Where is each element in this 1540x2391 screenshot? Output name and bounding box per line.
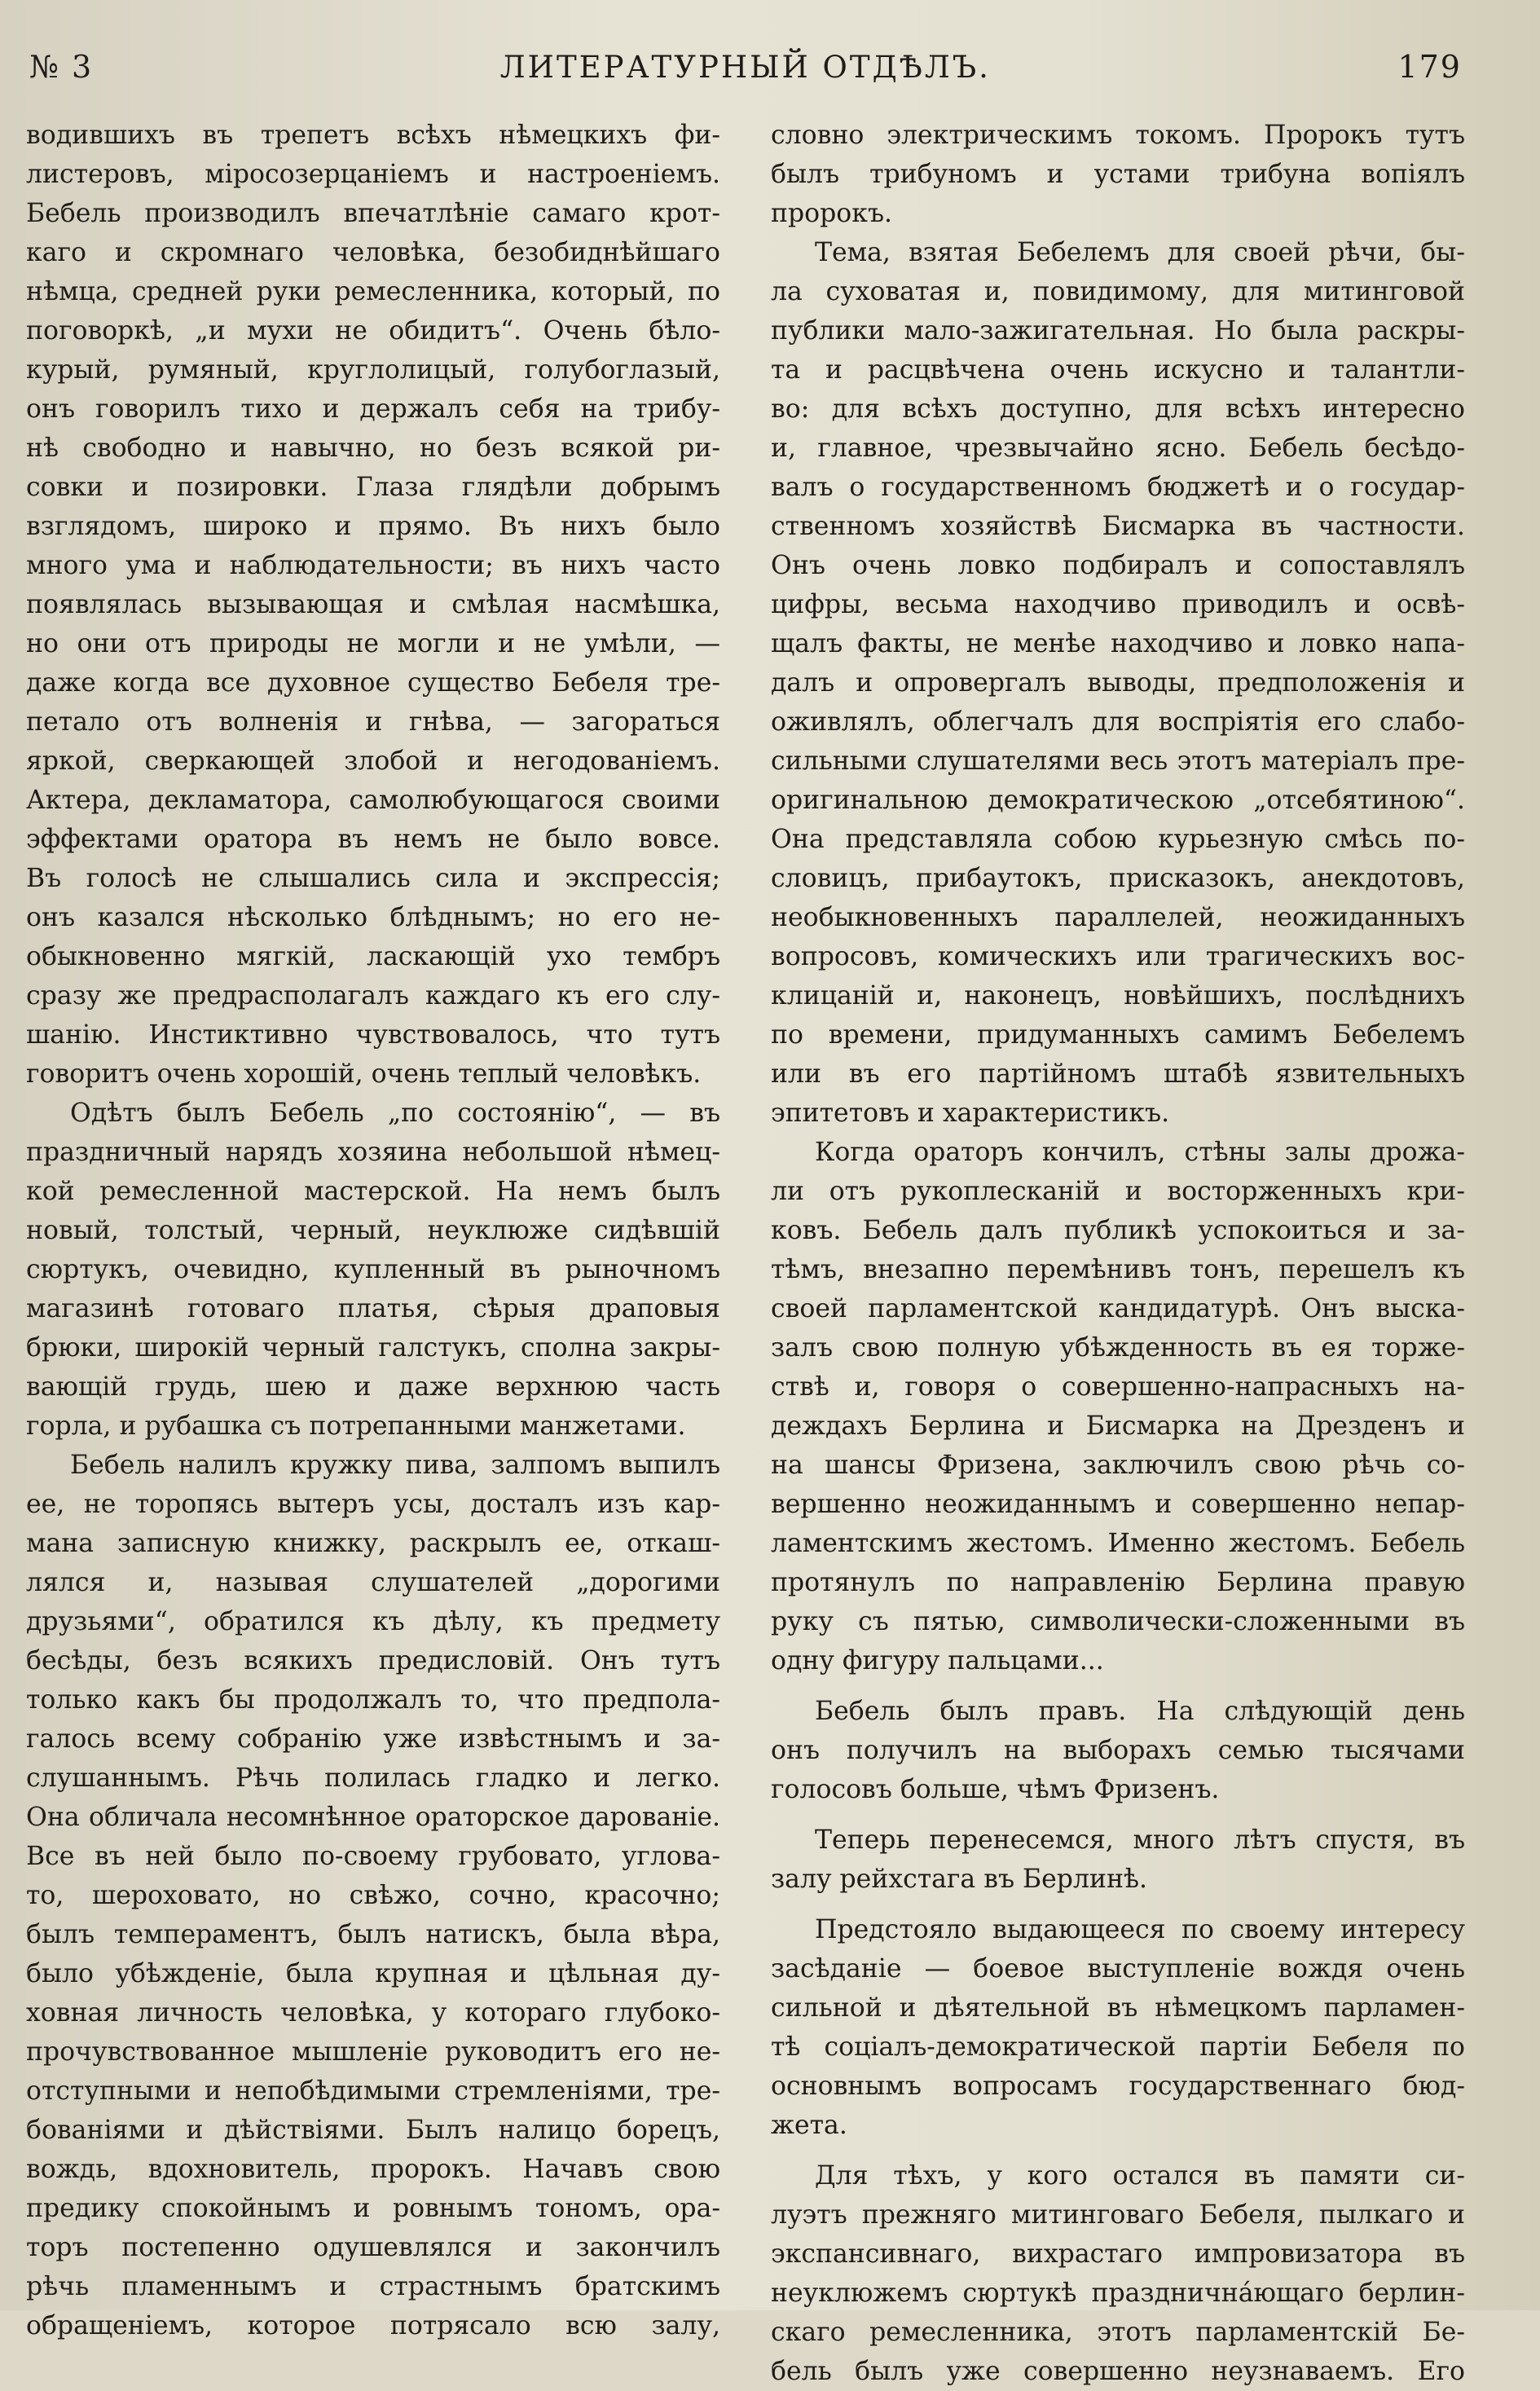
text-line: на шансы Фризена, заключилъ свою рѣчь со- — [771, 1451, 1465, 1480]
text-line: каго и скромнаго человѣка, безобиднѣйшаго — [26, 238, 720, 267]
text-line: отступными и непобѣдимыми стремленіями, тре- — [26, 2076, 720, 2106]
text-line: необыкновенныхъ параллелей, неожиданныхъ — [771, 903, 1465, 932]
text-line: вождь, вдохновитель, пророкъ. Начавъ свою — [26, 2155, 720, 2184]
text-line: Она обличала несомнѣнное ораторское дарованіе. — [26, 1803, 720, 1832]
text-line: брюки, широкій черный галстукъ, сполна закры- — [26, 1333, 720, 1363]
text-line: сильными слушателями весь этотъ матеріалъ пре- — [771, 746, 1465, 776]
text-line: только какъ бы продолжалъ то, что предпола- — [26, 1685, 720, 1715]
text-line: залу рейхстага въ Берлинѣ. — [771, 1865, 1147, 1894]
text-line: нѣ свободно и навычно, но безъ всякой ри- — [26, 434, 720, 463]
text-line: шанію. Инстиктивно чувствовалось, что тутъ — [26, 1020, 720, 1050]
text-line: бованіями и дѣйствіями. Былъ налицо борецъ, — [26, 2116, 720, 2145]
text-line: ственномъ хозяйствѣ Бисмарка въ частности. — [771, 512, 1465, 541]
text-line: неуклюжемъ сюртукѣ празднична́ющаго берлин- — [771, 2279, 1465, 2308]
text-line: по времени, придуманныхъ самимъ Бебелемъ — [771, 1020, 1465, 1050]
text-line: появлялась вызывающая и смѣлая насмѣшка, — [26, 590, 720, 619]
text-line: праздничный нарядъ хозяина небольшой нѣмец- — [26, 1138, 720, 1167]
text-line: во: для всѣхъ доступно, для всѣхъ интересно — [771, 394, 1465, 424]
text-line: протянулъ по направленію Берлина правую — [771, 1568, 1465, 1597]
text-line: курый, румяный, круглолицый, голубоглазый, — [26, 355, 720, 385]
text-line: ховная личность человѣка, у котораго глубоко- — [26, 1998, 720, 2028]
text-line: пророкъ. — [771, 199, 892, 228]
text-line: Когда ораторъ кончилъ, стѣны залы дрожа- — [815, 1138, 1465, 1167]
text-line: лялся и, называя слушателей „дорогими — [26, 1568, 720, 1597]
issue-number: № 3 — [29, 49, 94, 85]
text-line: Бебель былъ правъ. На слѣдующій день — [815, 1697, 1465, 1726]
text-line: горла, и рубашка съ потрепанными манжетами. — [26, 1411, 686, 1441]
text-line: щалъ факты, не менѣе находчиво и ловко напа- — [771, 629, 1465, 658]
text-line: Актера, декламатора, самолюбующагося своими — [26, 786, 720, 815]
section-title: ЛИТЕРАТУРНЫЙ ОТДѢЛЪ. — [499, 50, 991, 85]
text-line: эпитетовъ и характеристикъ. — [771, 1099, 1170, 1128]
text-line: ее, не торопясь вытеръ усы, досталъ изъ кар- — [26, 1490, 720, 1519]
text-line: вершенно неожиданнымъ и совершенно непар- — [771, 1490, 1465, 1519]
text-line: но они отъ природы не могли и не умѣли, — — [26, 629, 720, 658]
text-line: тѣ соціалъ-демократической партіи Бебеля по — [771, 2032, 1465, 2062]
text-line: жета. — [771, 2111, 847, 2140]
text-line: взглядомъ, широко и прямо. Въ нихъ было — [26, 512, 720, 541]
text-line: было убѣжденіе, была крупная и цѣльная ду- — [26, 1959, 720, 1988]
text-line: поговоркѣ, „и мухи не обидитъ“. Очень бѣло- — [26, 316, 720, 346]
text-line: своей парламентской кандидатурѣ. Онъ выска- — [771, 1294, 1465, 1323]
text-line: словно электрическимъ токомъ. Пророкъ тутъ — [771, 121, 1465, 150]
text-line: голосовъ больше, чѣмъ Фризенъ. — [771, 1775, 1220, 1804]
text-line: Теперь перенесемся, много лѣтъ спустя, въ — [815, 1825, 1465, 1855]
text-line: ствѣ и, говоря о совершенно-напрасныхъ на- — [771, 1372, 1465, 1402]
text-line: яркой, сверкающей злобой и негодованіемъ. — [26, 746, 720, 776]
text-line: Бебель налилъ кружку пива, залпомъ выпилъ — [70, 1451, 720, 1480]
text-line: публики мало-зажигательная. Но была раскры- — [771, 316, 1465, 346]
text-line: сразу же предрасполагалъ каждаго къ его слу- — [26, 981, 720, 1011]
text-line: деждахъ Берлина и Бисмарка на Дрезденъ и — [771, 1411, 1465, 1441]
text-line: и, главное, чрезвычайно ясно. Бебель бесѣдо- — [771, 434, 1465, 463]
text-line: рѣчь пламеннымъ и страстнымъ братскимъ — [26, 2272, 720, 2301]
text-line: сюртукъ, очевидно, купленный въ рыночномъ — [26, 1255, 720, 1284]
text-line: торъ постепенно одушевлялся и закончилъ — [26, 2233, 720, 2262]
text-line: ла суховатая и, повидимому, для митинговой — [771, 277, 1465, 306]
text-columns — [26, 116, 1465, 2391]
text-line: много ума и наблюдательности; въ нихъ часто — [26, 551, 720, 580]
text-line: ли отъ рукоплесканій и восторженныхъ кри- — [771, 1177, 1465, 1206]
text-line: обыкновенно мягкій, ласкающій ухо тембръ — [26, 942, 720, 971]
text-line: онъ получилъ на выборахъ семью тысячами — [771, 1736, 1465, 1765]
text-line: Предстояло выдающееся по своему интересу — [815, 1915, 1465, 1944]
text-line: кой ремесленной мастерской. На немъ былъ — [26, 1177, 720, 1206]
text-line: онъ говорилъ тихо и держалъ себя на трибу- — [26, 394, 720, 424]
text-line: Тема, взятая Бебелемъ для своей рѣчи, бы- — [815, 238, 1465, 267]
text-line: далъ и опровергалъ выводы, предположенія и — [771, 668, 1465, 698]
text-line: вающій грудь, шею и даже верхнюю часть — [26, 1372, 720, 1402]
text-line: ковъ. Бебель далъ публикѣ успокоиться и за- — [771, 1216, 1465, 1245]
text-line: руку съ пятью, символически-сложенными въ — [771, 1607, 1465, 1636]
text-line: словицъ, прибаутокъ, присказокъ, анекдотовъ, — [771, 864, 1465, 893]
text-line: ламентскимъ жестомъ. Именно жестомъ. Бебель — [771, 1529, 1465, 1558]
text-line: эффектами оратора въ немъ не было вовсе. — [26, 825, 720, 854]
text-line: или въ его партійномъ штабѣ язвительныхъ — [771, 1059, 1465, 1089]
text-line: основнымъ вопросамъ государственнаго бюд- — [771, 2072, 1465, 2101]
text-line: обращеніемъ, которое потрясало всю залу, — [26, 2311, 720, 2340]
text-line: Для тѣхъ, у кого остался въ памяти си- — [815, 2161, 1465, 2191]
text-line: цифры, весьма находчиво приводилъ и освѣ- — [771, 590, 1465, 619]
text-line: луэтъ прежняго митинговаго Бебеля, пылкаго и — [771, 2200, 1465, 2230]
text-line: Онъ очень ловко подбиралъ и сопоставлялъ — [771, 551, 1465, 580]
text-line: тѣмъ, внезапно перемѣнивъ тонъ, перешелъ къ — [771, 1255, 1465, 1284]
left-column — [26, 116, 720, 2391]
right-column — [771, 116, 1465, 2391]
text-line: скаго ремесленника, этотъ парламентскій Бе- — [771, 2318, 1465, 2347]
text-line: сильной и дѣятельной въ нѣмецкомъ парламен- — [771, 1993, 1465, 2023]
text-line: магазинѣ готоваго платья, сѣрыя драповыя — [26, 1294, 720, 1323]
text-line: Она представляла собою курьезную смѣсь по- — [771, 825, 1465, 854]
text-line: друзьями“, обратился къ дѣлу, къ предмету — [26, 1607, 720, 1636]
page-number: 179 — [1397, 49, 1462, 85]
text-line: экспансивнаго, вихрастаго импровизатора въ — [771, 2239, 1465, 2269]
text-line: валъ о государственномъ бюджетѣ и о государ- — [771, 473, 1465, 502]
text-line: та и расцвѣчена очень искусно и талантли- — [771, 355, 1465, 385]
text-line: Бебель производилъ впечатлѣніе самаго крот- — [26, 199, 720, 228]
text-line: прочувствованное мышленіе руководитъ его не- — [26, 2037, 720, 2067]
text-line: новый, толстый, черный, неуклюже сидѣвшій — [26, 1216, 720, 1245]
text-line: даже когда все духовное существо Бебеля тре- — [26, 668, 720, 698]
text-line: совки и позировки. Глаза глядѣли добрымъ — [26, 473, 720, 502]
text-line: слушаннымъ. Рѣчь полилась гладко и легко. — [26, 1764, 720, 1793]
text-line: нѣмца, средней руки ремесленника, который, по — [26, 277, 720, 306]
text-line: бель былъ уже совершенно неузнаваемъ. Его — [771, 2357, 1465, 2386]
text-line: бесѣды, безъ всякихъ предисловій. Онъ тутъ — [26, 1646, 720, 1675]
text-line: вопросовъ, комическихъ или трагическихъ вос- — [771, 942, 1465, 971]
text-line: оригинальною демократическою „отсебятиною“. — [771, 786, 1465, 815]
text-line: Въ голосѣ не слышались сила и экспрессія; — [26, 864, 720, 893]
text-line: листеровъ, міросозерцаніемъ и настроеніемъ. — [26, 160, 720, 189]
text-line: былъ темпераментъ, былъ натискъ, была вѣра, — [26, 1920, 720, 1949]
text-line: клицаній и, наконецъ, новѣйшихъ, послѣднихъ — [771, 981, 1465, 1011]
text-line: водившихъ въ трепетъ всѣхъ нѣмецкихъ фи- — [26, 121, 720, 150]
page-header — [26, 49, 1465, 106]
text-line: залъ свою полную убѣжденность въ ея торже- — [771, 1333, 1465, 1363]
text-line: Одѣтъ былъ Бебель „по состоянію“, — въ — [70, 1099, 720, 1128]
text-line: былъ трибуномъ и устами трибуна вопіялъ — [771, 160, 1465, 189]
text-line: петало отъ волненія и гнѣва, — загораться — [26, 707, 720, 737]
text-line: онъ казался нѣсколько блѣднымъ; но его не- — [26, 903, 720, 932]
text-line: Все въ ней было по-своему грубовато, углова- — [26, 1842, 720, 1871]
text-line: оживлялъ, облегчалъ для воспріятія его слабо- — [771, 707, 1465, 737]
text-line: предику спокойнымъ и ровнымъ тономъ, ора- — [26, 2194, 720, 2223]
text-line: одну фигуру пальцами... — [771, 1646, 1104, 1675]
text-line: говоритъ очень хорошій, очень теплый человѣкъ. — [26, 1059, 702, 1089]
text-line: то, шероховато, но свѣжо, сочно, красочно; — [26, 1881, 720, 1910]
text-line: засѣданіе — боевое выступленіе вождя очень — [771, 1954, 1465, 1984]
text-line: галось всему собранію уже извѣстнымъ и за- — [26, 1724, 720, 1754]
text-line: мана записную книжку, раскрылъ ее, откаш- — [26, 1529, 720, 1558]
